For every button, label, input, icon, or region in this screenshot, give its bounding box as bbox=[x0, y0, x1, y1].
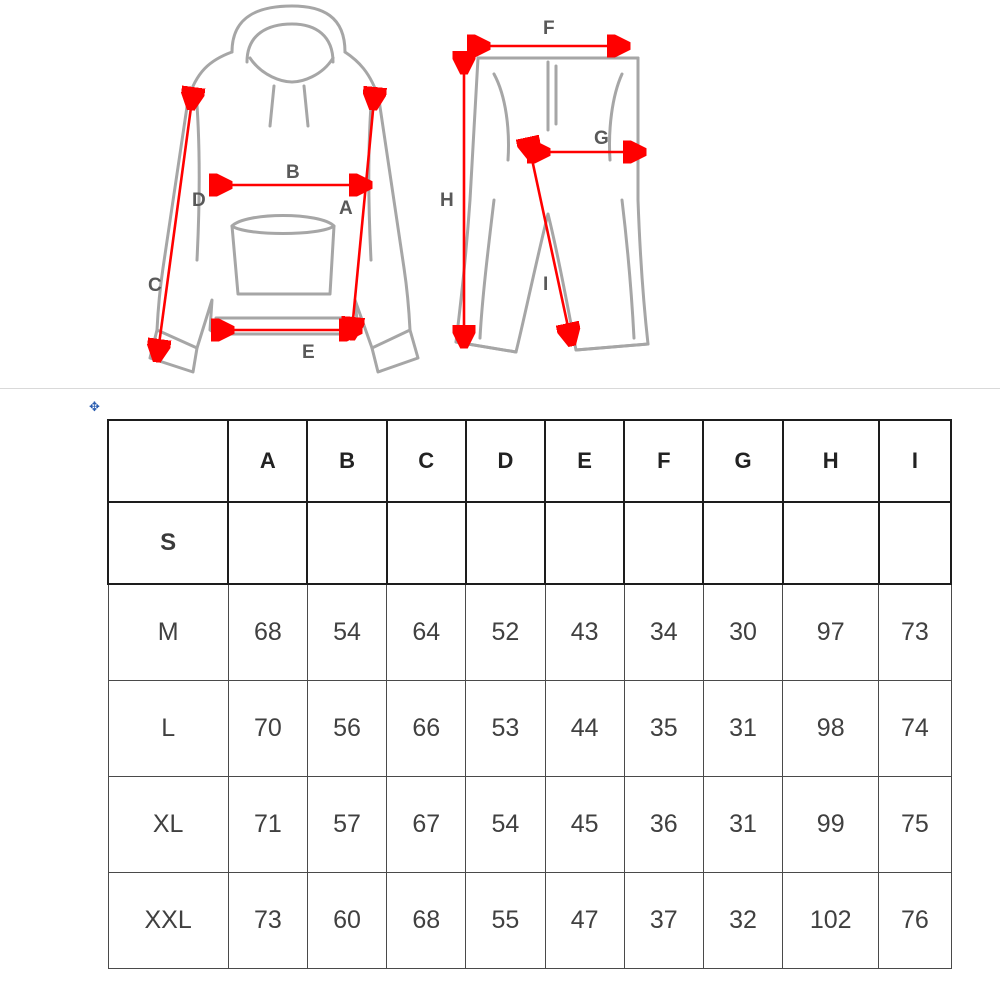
cell-g: 31 bbox=[703, 680, 782, 776]
header-cell-f: F bbox=[624, 420, 703, 502]
cell-f bbox=[624, 502, 703, 584]
row-size-label: S bbox=[108, 502, 228, 584]
cell-g: 30 bbox=[703, 584, 782, 680]
header-cell-b: B bbox=[307, 420, 386, 502]
cell-h: 98 bbox=[783, 680, 879, 776]
row-size-label: XXL bbox=[108, 872, 228, 968]
cell-e: 43 bbox=[545, 584, 624, 680]
cell-d: 52 bbox=[466, 584, 545, 680]
header-cell-g: G bbox=[703, 420, 782, 502]
hoodie-label-E: E bbox=[302, 342, 315, 363]
cell-e: 44 bbox=[545, 680, 624, 776]
pants-label-G: G bbox=[594, 128, 609, 149]
row-size-label: XL bbox=[108, 776, 228, 872]
cell-g: 32 bbox=[703, 872, 782, 968]
measurement-diagram bbox=[0, 0, 1000, 388]
cell-f: 34 bbox=[624, 584, 703, 680]
cell-f: 36 bbox=[624, 776, 703, 872]
cell-e bbox=[545, 502, 624, 584]
header-cell-h: H bbox=[783, 420, 879, 502]
table-row bbox=[108, 502, 951, 584]
table-row bbox=[108, 584, 951, 680]
cell-i: 75 bbox=[879, 776, 951, 872]
header-cell-e: E bbox=[545, 420, 624, 502]
hoodie-label-B: B bbox=[286, 162, 300, 183]
cell-b bbox=[307, 502, 386, 584]
cell-c: 67 bbox=[387, 776, 466, 872]
cell-a: 70 bbox=[228, 680, 307, 776]
pants-label-F: F bbox=[543, 18, 555, 39]
hoodie-label-C: C bbox=[148, 275, 162, 296]
row-size-label: L bbox=[108, 680, 228, 776]
cell-d: 54 bbox=[466, 776, 545, 872]
cell-b: 54 bbox=[307, 584, 386, 680]
cell-i: 76 bbox=[879, 872, 951, 968]
table-row bbox=[108, 872, 951, 968]
table-row bbox=[108, 776, 951, 872]
cell-h: 97 bbox=[783, 584, 879, 680]
cell-h bbox=[783, 502, 879, 584]
section-divider bbox=[0, 388, 1000, 389]
table-row bbox=[108, 680, 951, 776]
cell-b: 60 bbox=[307, 872, 386, 968]
header-cell-d: D bbox=[466, 420, 545, 502]
cell-e: 45 bbox=[545, 776, 624, 872]
cell-h: 99 bbox=[783, 776, 879, 872]
cell-g bbox=[703, 502, 782, 584]
pants-label-H: H bbox=[440, 190, 454, 211]
cell-d: 55 bbox=[466, 872, 545, 968]
size-table-wrapper bbox=[107, 419, 952, 969]
cell-i: 73 bbox=[879, 584, 951, 680]
header-cell-i: I bbox=[879, 420, 951, 502]
cell-c: 66 bbox=[387, 680, 466, 776]
cell-a: 71 bbox=[228, 776, 307, 872]
size-table bbox=[107, 419, 952, 969]
cell-b: 56 bbox=[307, 680, 386, 776]
hoodie-label-D: D bbox=[192, 190, 206, 211]
hoodie-label-A: A bbox=[339, 198, 353, 219]
cell-a: 68 bbox=[228, 584, 307, 680]
cell-a: 73 bbox=[228, 872, 307, 968]
cell-c: 68 bbox=[387, 872, 466, 968]
row-size-label: M bbox=[108, 584, 228, 680]
table-header-row bbox=[108, 420, 951, 502]
cell-i bbox=[879, 502, 951, 584]
cell-c bbox=[387, 502, 466, 584]
cell-i: 74 bbox=[879, 680, 951, 776]
header-cell-c: C bbox=[387, 420, 466, 502]
pants-label-I: I bbox=[543, 274, 549, 295]
cell-d bbox=[466, 502, 545, 584]
cell-b: 57 bbox=[307, 776, 386, 872]
table-move-handle-icon[interactable]: ✥ bbox=[89, 399, 100, 414]
cell-h: 102 bbox=[783, 872, 879, 968]
cell-d: 53 bbox=[466, 680, 545, 776]
cell-g: 31 bbox=[703, 776, 782, 872]
header-cell-size bbox=[108, 420, 228, 502]
cell-f: 35 bbox=[624, 680, 703, 776]
header-cell-a: A bbox=[228, 420, 307, 502]
cell-e: 47 bbox=[545, 872, 624, 968]
cell-a bbox=[228, 502, 307, 584]
cell-f: 37 bbox=[624, 872, 703, 968]
cell-c: 64 bbox=[387, 584, 466, 680]
